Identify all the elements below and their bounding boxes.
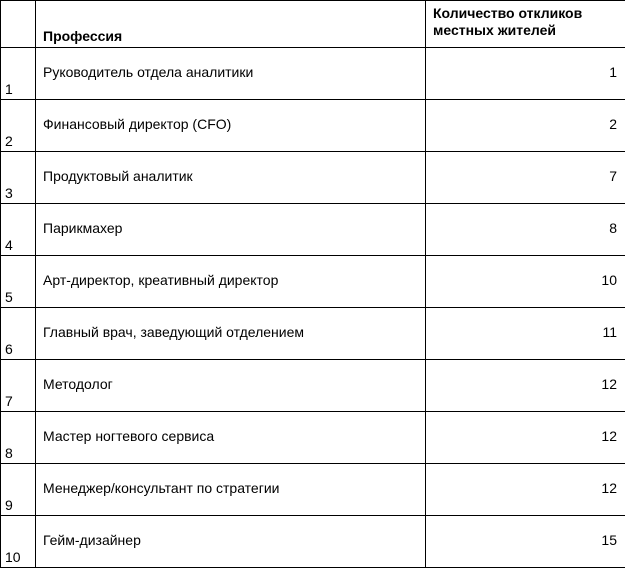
row-profession: Арт-директор, креативный директор <box>36 256 426 308</box>
row-profession: Финансовый директор (CFO) <box>36 100 426 152</box>
table-row <box>1 152 625 204</box>
row-number: 10 <box>1 516 36 568</box>
row-count: 1 <box>426 48 625 100</box>
header-number <box>1 1 36 48</box>
table-row <box>1 204 625 256</box>
table-row <box>1 100 625 152</box>
row-number: 2 <box>1 100 36 152</box>
row-count: 15 <box>426 516 625 568</box>
table-row <box>1 48 625 100</box>
row-profession: Методолог <box>36 360 426 412</box>
row-number: 4 <box>1 204 36 256</box>
table-header <box>1 1 625 48</box>
table-body <box>1 48 625 568</box>
table-row <box>1 360 625 412</box>
row-count: 12 <box>426 464 625 516</box>
row-profession: Парикмахер <box>36 204 426 256</box>
row-profession: Главный врач, заведующий отделением <box>36 308 426 360</box>
row-count: 10 <box>426 256 625 308</box>
table-row <box>1 308 625 360</box>
row-profession: Гейм-дизайнер <box>36 516 426 568</box>
row-number: 8 <box>1 412 36 464</box>
table-row <box>1 256 625 308</box>
row-count: 12 <box>426 412 625 464</box>
row-number: 1 <box>1 48 36 100</box>
row-number: 9 <box>1 464 36 516</box>
row-count: 11 <box>426 308 625 360</box>
row-count: 7 <box>426 152 625 204</box>
row-profession: Руководитель отдела аналитики <box>36 48 426 100</box>
header-profession: Профессия <box>36 1 426 48</box>
header-row <box>1 1 625 48</box>
row-profession: Продуктовый аналитик <box>36 152 426 204</box>
row-number: 6 <box>1 308 36 360</box>
header-responses: Количество откликов местных жителей <box>426 1 625 48</box>
row-profession: Менеджер/консультант по стратегии <box>36 464 426 516</box>
table-row <box>1 412 625 464</box>
row-number: 7 <box>1 360 36 412</box>
row-count: 8 <box>426 204 625 256</box>
row-profession: Мастер ногтевого сервиса <box>36 412 426 464</box>
row-number: 3 <box>1 152 36 204</box>
row-number: 5 <box>1 256 36 308</box>
row-count: 2 <box>426 100 625 152</box>
table-row <box>1 464 625 516</box>
row-count: 12 <box>426 360 625 412</box>
table-row <box>1 516 625 568</box>
